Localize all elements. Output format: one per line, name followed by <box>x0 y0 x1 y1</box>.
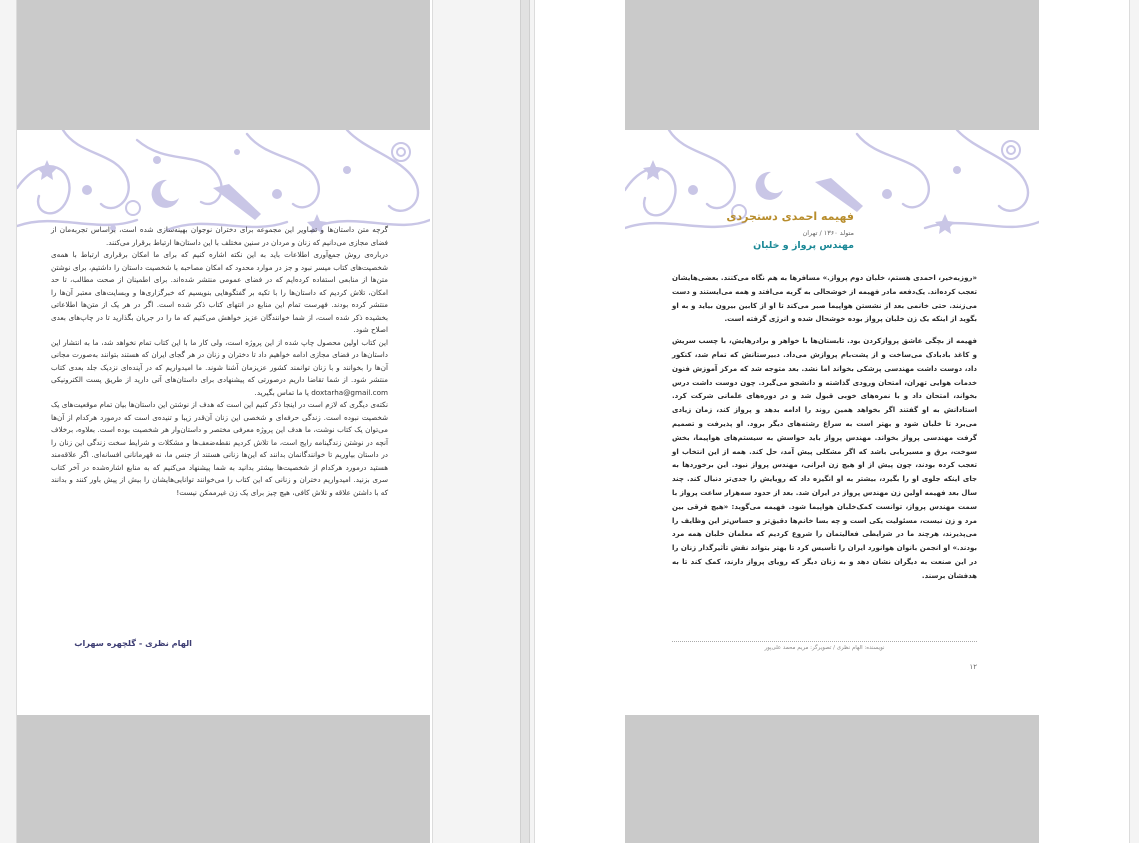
footer-divider <box>672 641 977 642</box>
authors-signature: الهام نظری - گلچهره سهراب <box>74 638 192 648</box>
page-number: ۱۲ <box>969 663 977 671</box>
right-page-bottom-margin <box>625 715 1039 843</box>
person-job-title: مهندس پرواز و خلبان <box>753 240 854 251</box>
preface-paragraph-3-text: این کتاب اولین محصول چاپ شده از این پروژه است، ولی کار ما با این کتاب تمام نخواهد شد، ما به انتشار این داستان‌ها در فضای مجازی ادامه خواهیم داد تا دختران و زنان در هر گجای ایران که هستند بتوانند به‌صورت مجانی آن‌ها را بخوانند و با زنان توانمند کشور عزیزمان آشنا شوند. ما امیدواریم که در آینده‌ای نزدیک جلد بعدی کتاب منتشر شود. از شما تقاضا داریم درصورتی که پیشنهادی برای داستان‌های آتی دارید از طریق پست الکترونیکی <box>51 337 388 384</box>
preface-paragraph-4: نکته‌ی دیگری که لازم است در اینجا ذکر کنیم این است که هدف از نوشتن این داستان‌ها بیان تمام موقعیت‌های یک شخصیت نبوده است. زندگی حرفه‌ای و شخصی این زنان آن‌قدر زیبا و تنیده‌ی است که درمورد هرکدام از آن‌ها می‌توان یک کتاب نوشت، ما هدف این پروژه معرفی مختصر و داستان‌وار هر شخصیت بوده است. بعلاوه، برخلاف آنچه در نوشتن زندگینامه رایج است، ما تلاش کردیم نقطه‌ضعف‌ها و مشکلات و شرایط سخت زندگی این زنان را در داستان بیاوریم تا خوانندگانمان بدانند که این‌ها زنانی هستند از جنس ما، نه قهرمانانی افسانه‌ای. اگر علاقه‌مند هستید درمورد هرکدام از شخصیت‌ها بیشتر بدانید به شما پیشنهاد می‌کنیم که به منابع اشاره‌شده در آخر کتاب سری بزنید. امیدواریم دختران و زنانی که این کتاب را می‌خوانند توانایی‌هایشان را بیش از پیش باور کنند و بدانند که با داشتن علاقه و تلاش کافی، هیچ چیز برای یک زن غیرممکن نیست! <box>51 400 388 497</box>
person-name: فهیمه احمدی دستجردی <box>726 210 854 223</box>
preface-paragraph-3-tail: یا ما تماس بگیرید. <box>254 387 309 397</box>
page-gutter-scrollbar[interactable] <box>520 0 530 843</box>
contact-email[interactable]: doxtarha@gmail.com <box>311 387 388 397</box>
story-paragraph-2: فهیمه از بچگی عاشق پروازکردن بود. تابستان‌ها با خواهر و برادرهایش، با چسب سریش و کاغذ بادبادک می‌ساخت و از پشت‌بام پروازش می‌داد. دبیرستانش که تمام شد، کنکور داد، دوست داشت مهندسی پزشکی بخواند اما نشد. بعد متوجه شد که مرکز آموزش فنون خدمات هوایی تهران، امتحان ورودی گذاشته و دانشجو می‌گیرد. چون دوست داشت درس بخواند، امتحان داد و با نمره‌های خوبی قبول شد و در دوره‌های علمانی شرکت کرد. استادانش به او گفتند اگر بخواهد همین روند را ادامه بدهد و پرواز کند، زمان زیادی می‌برد تا خلبان شود و بهتر است به سراغ رشته‌های دیگر برود. او پذیرفت و تصمیم گرفت مهندسی پرواز بخواند. مهندس پرواز باید حواسش به سیستم‌های هواپیما، بخش سوخت، برق و مسیریابی باشد که اگر مشکلی پیش آمد، حل کند. همه از این انتخاب او تعجب کرده بودند، چون پیش از او هیچ زن ایرانی، مهندس پرواز نبود. این برخوردها به جای اینکه جلوی او را بگیرد، بیشتر به او انگیزه داد که رویایش را جدی‌تر دنبال کند. چند سال بعد فهیمه اولین زن مهندس پرواز در ایران شد. بعد از حدود سه‌هزار ساعت پرواز با سمت مهندس پرواز، توانست کمک‌خلبان هواپیما شود. فهیمه می‌گوید: «هیچ فرقی بین مرد و زن نیست، مسئولیت یکی است و چه بسا خانم‌ها دقیق‌تر و حساس‌تر این وظایف را می‌پذیرند، هرچند ما در شرایطی فعالیتمان را شروع کردیم که معلمان خلبان همه مرد بودند.» او انجمن بانوان هوانورد ایران را تأسیس کرد تا بهتر بتواند نقش تأثیرگذار زنان را در این صنعت به دیگران نشان دهد و به زنان دیگر که رویای پرواز دارند، کمک کند تا به هدفشان برسند. <box>672 337 977 580</box>
preface-text <box>51 224 388 499</box>
left-page-bottom-margin <box>17 715 430 843</box>
story-paragraph-1: «روزبه‌خیر، احمدی هستم، خلبان دوم پرواز.» مسافرها به هم نگاه می‌کنند. بعضی‌هایشان تعجب کرده‌اند. یک‌دفعه مادر فهیمه از خوشحالی به گریه می‌افتد و همه می‌ایستند و دست می‌زنند. حتی خانمی بعد از نشستن هواپیما صبر می‌کند تا او از کابین بیرون بیاید و به او بگوید از اینکه یک زن خلبان پرواز بوده خوشحال شده و انرژی گرفته است. <box>672 274 977 324</box>
preface-paragraph-3 <box>51 337 388 400</box>
story-text <box>672 272 977 584</box>
profile-header <box>664 210 854 252</box>
preface-paragraph-1: گرچه متن داستان‌ها و تصاویر این مجموعه برای دختران نوجوان بهینه‌سازی شده است، براساس تجربه‌مان از فضای مجازی می‌دانیم که زنان و مردان در سنین مختلف با این داستان‌ها ارتباط برقرار می‌کنند. <box>51 225 388 247</box>
preface-paragraph-2: درباره‌ی روش جمع‌آوری اطلاعات باید به این نکته اشاره کنیم که برای ما امکان برقراری ارتباط با همه‌ی شخصیت‌های کتاب میسر نبود و جز در موارد محدود که امکان مصاحبه با شخصیت داستان را داشتیم، برای نوشتن متن‌ها از منابعی استفاده کرده‌ایم که در فضای عمومی منتشر شده‌اند. برای اطمینان از صحت مطالب، تا حد امکان، تلاش کردیم که داستان‌ها را با تکیه بر گفتگوهایی بنویسیم که خبرگزاری‌ها و وبسایت‌های معتبر آن‌ها را منتشر کرده بودند. فهرست تمام این منابع در انتهای کتاب ذکر شده است. اگر در هر یک از متن‌ها اطلاعاتی بخشیده ذکر شده است، از شما خوانندگان عزیز خواهش می‌کنیم که ما را در جریان بگذارید تا در چاپ‌های بعدی اصلاح شود. <box>51 250 388 334</box>
left-page <box>17 130 430 715</box>
author-illustrator-credit: نویسنده: الهام نظری / تصویرگر: مریم محمد علی‌پور <box>764 645 885 651</box>
right-page-top-margin <box>625 0 1039 130</box>
left-page-top-margin <box>17 0 430 130</box>
right-page <box>625 130 1039 715</box>
person-birth-info: متولد ۱۳۶۰ / تهران <box>802 229 854 237</box>
